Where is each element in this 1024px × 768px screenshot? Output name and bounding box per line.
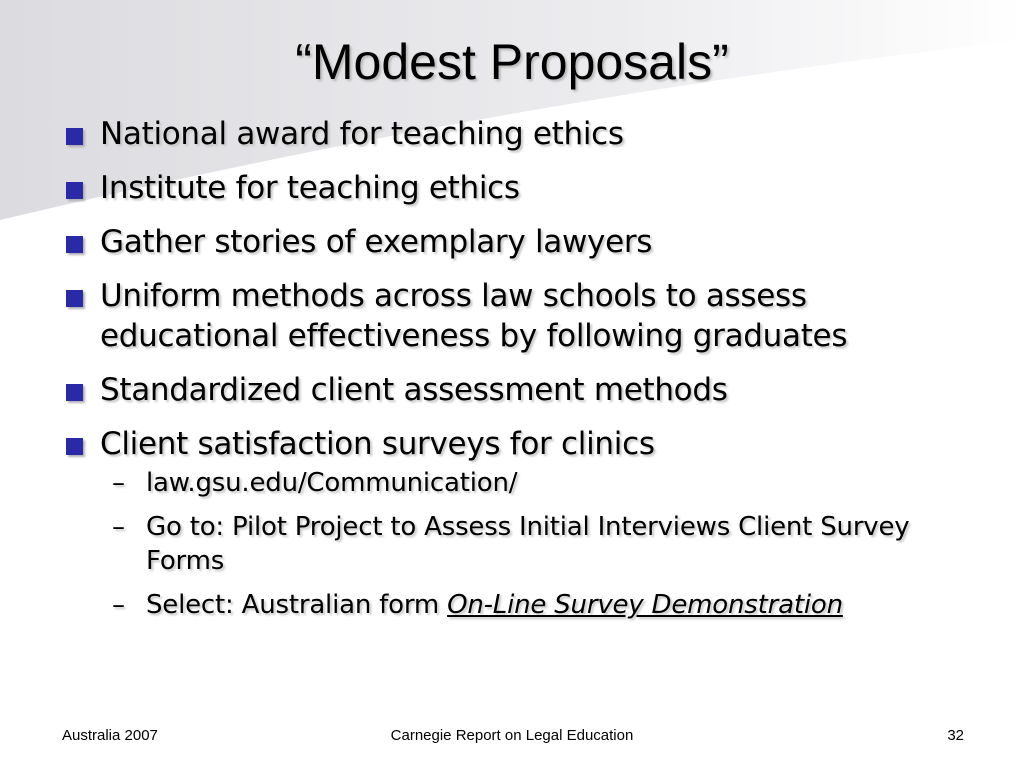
sub-bullet-item xyxy=(100,466,982,500)
sub-bullet-text: Select: Australian form xyxy=(146,590,448,620)
footer-title: Carnegie Report on Legal Education xyxy=(390,727,634,744)
bullet-item xyxy=(62,424,982,622)
survey-demo-link[interactable]: On-Line Survey Demonstration xyxy=(447,590,843,620)
bullet-item xyxy=(62,168,982,208)
dash-bullet: – xyxy=(112,512,125,542)
bullet-text: Client satisfaction surveys for clinics xyxy=(100,426,655,462)
square-bullet-icon xyxy=(66,236,83,253)
square-bullet-icon xyxy=(66,128,83,145)
bullet-list xyxy=(62,114,982,636)
slide-number: 32 xyxy=(947,727,964,744)
bullet-item xyxy=(62,370,982,410)
sub-bullet-text: Go to: Pilot Project to Assess Initial Interviews Client Survey Forms xyxy=(146,512,910,576)
bullet-text: Uniform methods across law schools to assess educational effectiveness by following graduates xyxy=(100,278,848,354)
sub-bullet-item xyxy=(100,588,982,622)
bullet-text: Standardized client assessment methods xyxy=(100,372,728,408)
slide-title: “Modest Proposals” xyxy=(295,34,729,90)
bullet-text: Institute for teaching ethics xyxy=(100,170,520,206)
square-bullet-icon xyxy=(66,290,83,307)
bullet-item xyxy=(62,222,982,262)
square-bullet-icon xyxy=(66,438,83,455)
sub-bullet-list xyxy=(100,466,982,622)
square-bullet-icon xyxy=(66,384,83,401)
square-bullet-icon xyxy=(66,182,83,199)
bullet-text: National award for teaching ethics xyxy=(100,116,624,152)
dash-bullet: – xyxy=(112,468,125,498)
footer-location: Australia 2007 xyxy=(62,727,158,744)
sub-bullet-text: law.gsu.edu/Communication/ xyxy=(146,468,518,498)
bullet-text: Gather stories of exemplary lawyers xyxy=(100,224,653,260)
bullet-item xyxy=(62,114,982,154)
dash-bullet: – xyxy=(112,590,125,620)
sub-bullet-item xyxy=(100,510,982,578)
bullet-item xyxy=(62,276,982,356)
